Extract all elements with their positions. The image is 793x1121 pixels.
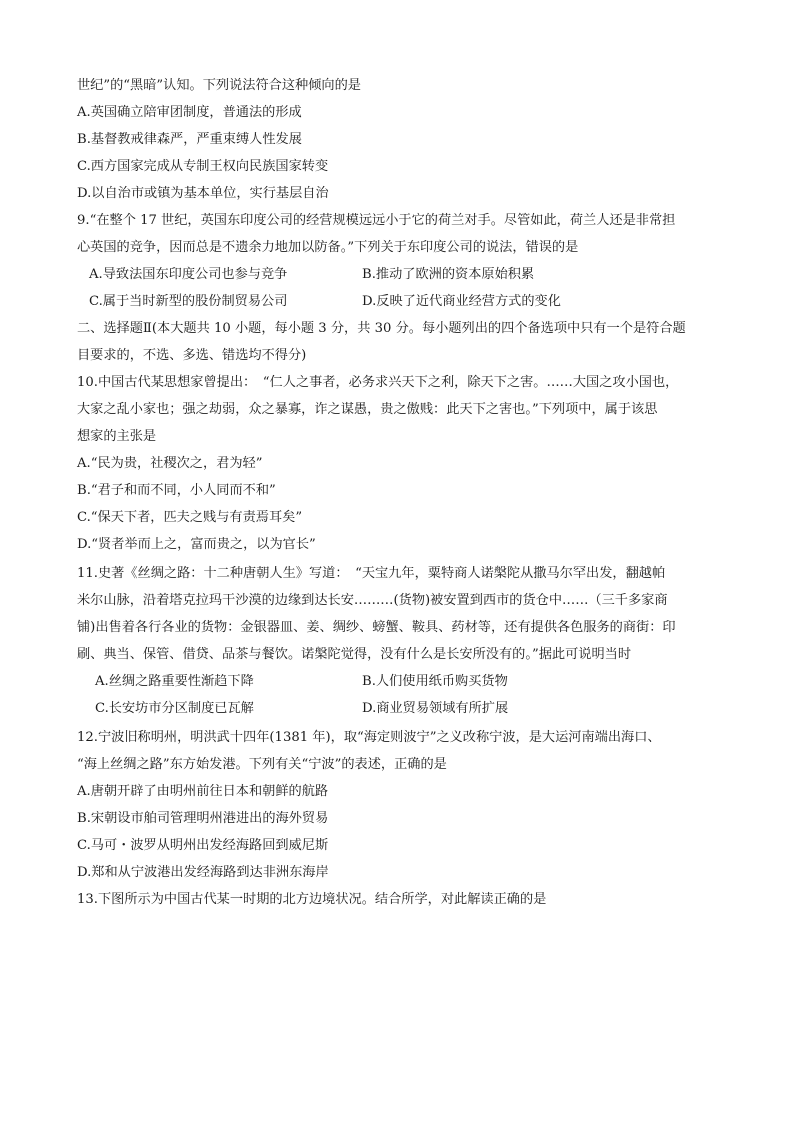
q8-option-d: D.以自治市或镇为基本单位，实行基层自治: [77, 186, 329, 201]
q10-stem-line2: 大家之乱小家也；强之劫弱，众之暴寡，诈之谋愚，贵之傲贱：此天下之害也。”下列项中，属于该思: [77, 402, 658, 417]
q11-option-c: C.长安坊市分区制度已瓦解: [95, 701, 254, 716]
q8-option-b: B.基督教戒律森严，严重束缚人性发展: [77, 132, 302, 147]
q9-stem-line1: 9.“在整个 17 世纪，英国东印度公司的经营规模远远小于它的荷兰对手。尽管如此，荷兰人还是非常担: [77, 213, 676, 228]
q13-stem: 13.下图所示为中国古代某一时期的北方边境状况。结合所学，对此解读正确的是: [77, 892, 547, 907]
q11-option-b: B.人们使用纸币购买货物: [362, 674, 508, 689]
q12-option-b: B.宋朝设市舶司管理明州港进出的海外贸易: [77, 811, 329, 826]
q12-option-a: A.唐朝开辟了由明州前往日本和朝鲜的航路: [77, 784, 329, 799]
q9-option-d: D.反映了近代商业经营方式的变化: [362, 294, 561, 309]
q9-stem-line2: 心英国的竞争，因而总是不遗余力地加以防备。”下列关于东印度公司的说法，错误的是: [77, 240, 579, 255]
q11-stem-line3: 铺)出售着各行各业的货物：金银器皿、姜、绸纱、螃蟹、鞍具、药材等，还有提供各色服务的商街：印: [77, 620, 676, 635]
q10-stem-line3: 想家的主张是: [77, 429, 157, 444]
q8-option-c: C.西方国家完成从专制王权向民族国家转变: [77, 159, 329, 174]
q8-stem-tail: 世纪”的“黑暗”认知。下列说法符合这种倾向的是: [77, 78, 361, 93]
q11-stem-line1: 11.史著《丝绸之路：十二种唐朝人生》写道： “天宝九年，粟特商人诺槃陀从撒马尔罕出发，翻越帕: [77, 566, 666, 581]
q10-option-a: A.“民为贵，社稷次之，君为轻”: [77, 456, 263, 471]
q10-option-b: B.“君子和而不同，小人同而不和”: [77, 483, 276, 498]
q9-option-c: C.属于当时新型的股份制贸易公司: [89, 294, 288, 309]
q11-option-a: A.丝绸之路重要性渐趋下降: [95, 674, 254, 689]
section-2-heading-line1: 二、选择题Ⅱ(本大题共 10 小题，每小题 3 分，共 30 分。每小题列出的四个备选项中只有一个是符合题: [77, 321, 686, 336]
q10-stem-line1: 10.中国古代某思想家曾提出： “仁人之事者，必务求兴天下之利，除天下之害。……大国之攻小国也，: [77, 375, 679, 390]
q11-option-d: D.商业贸易领域有所扩展: [362, 701, 509, 716]
section-2-heading-line2: 目要求的，不选、多选、错选均不得分): [77, 348, 307, 363]
q12-option-c: C.马可・波罗从明州出发经海路回到威尼斯: [77, 838, 329, 853]
q12-stem-line2: “海上丝绸之路”东方始发港。下列有关“宁波”的表述，正确的是: [77, 757, 447, 772]
q12-option-d: D.郑和从宁波港出发经海路到达非洲东海岸: [77, 865, 329, 880]
q11-stem-line2: 米尔山脉，沿着塔克拉玛干沙漠的边缘到达长安………(货物)被安置到西市的货仓中……（三千多家商: [77, 593, 668, 608]
q9-option-a: A.导致法国东印度公司也参与竞争: [89, 267, 288, 282]
q10-option-c: C.“保天下者，匹夫之贱与有责焉耳矣”: [77, 510, 303, 525]
q12-stem-line1: 12.宁波旧称明州，明洪武十四年(1381 年)，取“海定则波宁”之义改称宁波，是大运河南端出海口、: [77, 730, 661, 745]
q11-stem-line4: 刷、典当、保管、借贷、品茶与餐饮。诺槃陀觉得，没有什么是长安所没有的。”据此可说明当时: [77, 647, 632, 662]
q8-option-a: A.英国确立陪审团制度，普通法的形成: [77, 105, 302, 120]
q10-option-d: D.“贤者举而上之，富而贵之，以为官长”: [77, 537, 316, 552]
q9-option-b: B.推动了欧洲的资本原始积累: [362, 267, 535, 282]
